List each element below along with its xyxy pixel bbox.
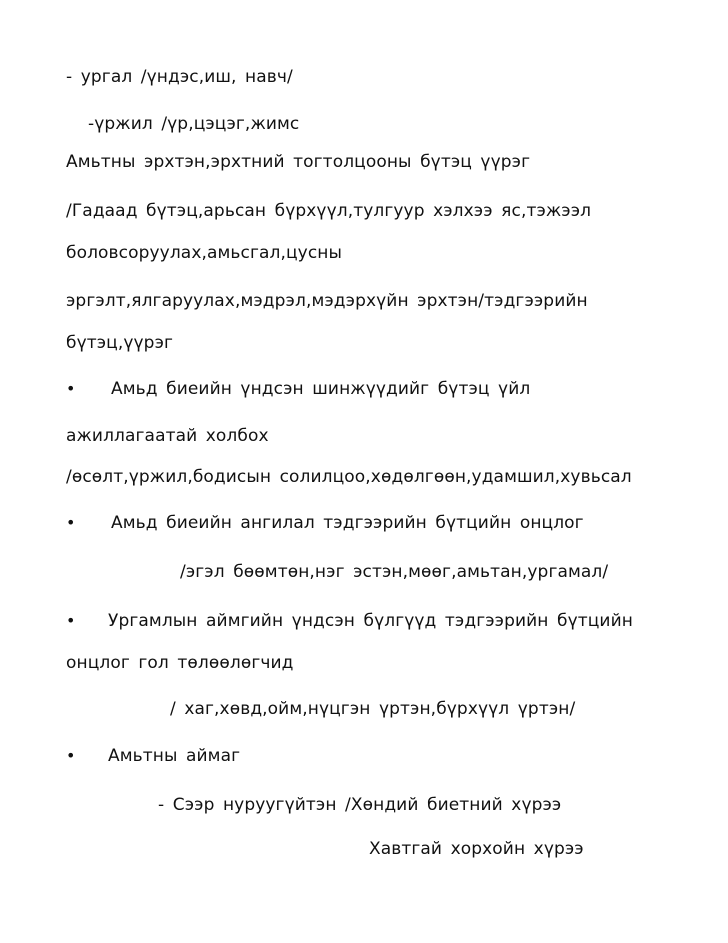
text-line: бүтэц,үүрэг	[66, 333, 174, 353]
bullet-icon: •	[66, 746, 76, 765]
text-line: -үржил /үр,цэцэг,жимс	[88, 114, 300, 134]
text-line: Ургамлын аймгийн үндсэн бүлгүүд тэдгээрийн бүтцийн	[108, 611, 633, 631]
text-line: Хавтгай хорхойн хүрээ	[369, 839, 584, 859]
text-line: /өсөлт,үржил,бодисын солилцоо,хөдөлгөөн,удамшил,хувьсал	[66, 467, 632, 487]
text-line: - ургал /үндэс,иш, навч/	[66, 67, 293, 87]
text-line: Амьд биеийн ангилал тэдгээрийн бүтцийн онцлог	[111, 513, 584, 533]
text-line: Амьд биеийн үндсэн шинжүүдийг бүтэц үйл	[111, 379, 531, 399]
bullet-icon: •	[66, 379, 76, 398]
text-line: /эгэл бөөмтөн,нэг эстэн,мөөг,амьтан,ургамал/	[180, 562, 609, 582]
bullet-icon: •	[66, 513, 76, 532]
text-line: Амьтны аймаг	[108, 746, 241, 766]
bullet-icon: •	[66, 611, 76, 630]
text-line: Амьтны эрхтэн,эрхтний тогтолцооны бүтэц үүрэг	[66, 152, 531, 172]
text-line: онцлог гол төлөөлөгчид	[66, 653, 294, 673]
text-line: ажиллагаатай холбох	[66, 426, 269, 446]
text-line: / хаг,хөвд,ойм,нүцгэн үртэн,бүрхүүл үртэн/	[170, 699, 576, 719]
text-line: - Сээр нуруугүйтэн /Хөндий биетний хүрээ	[158, 795, 562, 815]
text-line: эргэлт,ялгаруулах,мэдрэл,мэдэрхүйн эрхтэн/тэдгээрийн	[66, 291, 588, 311]
text-line: /Гадаад бүтэц,арьсан бүрхүүл,тулгуур хэлхээ яс,тэжээл	[66, 201, 592, 221]
text-line: боловсоруулах,амьсгал,цусны	[66, 243, 343, 263]
